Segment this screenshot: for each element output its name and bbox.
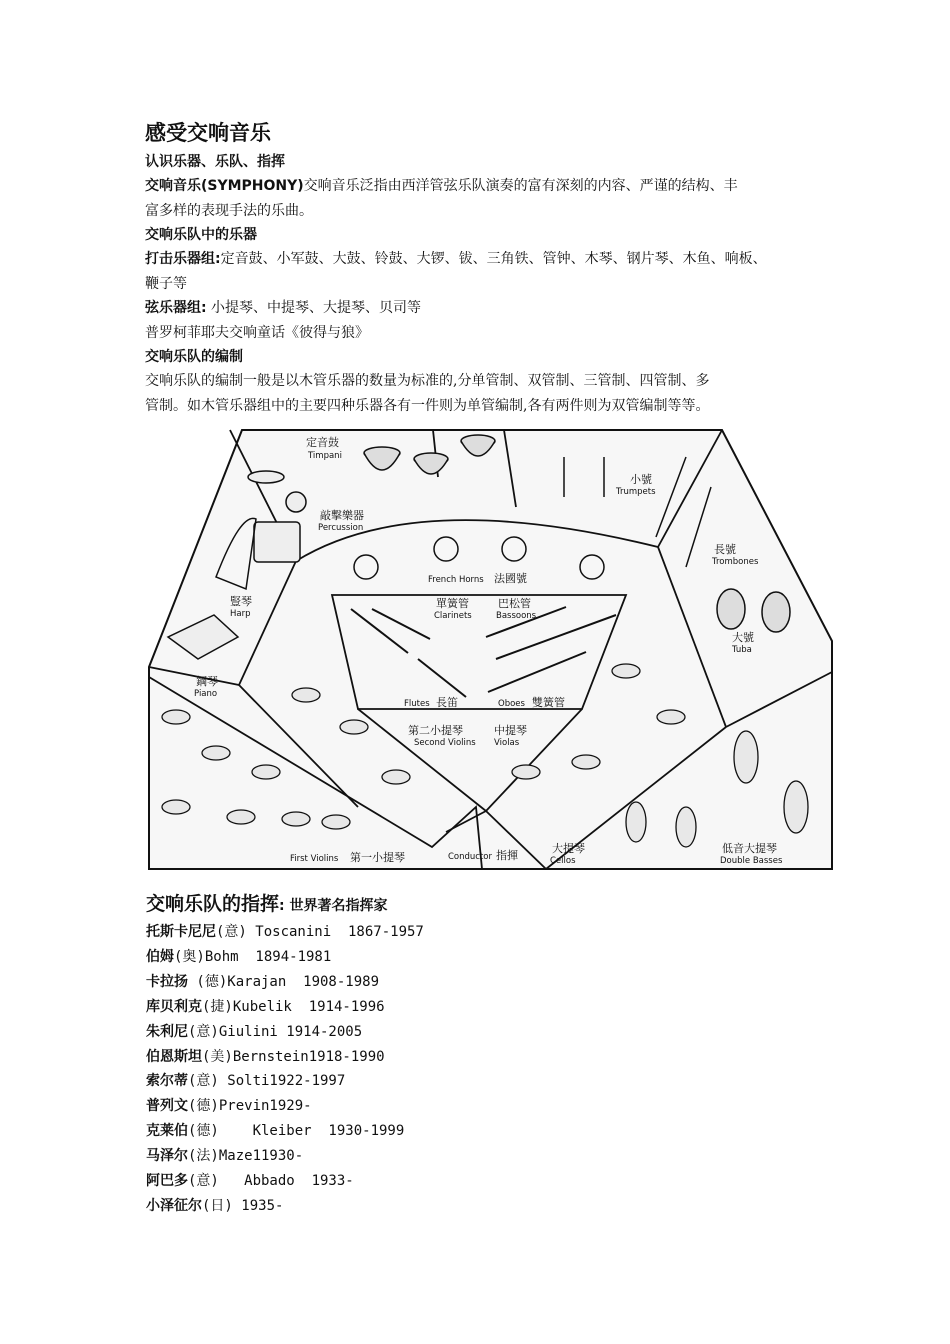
conductor-details: (德) Kleiber 1930-1999 bbox=[188, 1123, 405, 1140]
conductor-details: (美)Bernstein1918-1990 bbox=[202, 1048, 385, 1065]
orchestra-seating-diagram bbox=[146, 427, 836, 871]
label-conductor-cn: 指揮 bbox=[496, 849, 518, 862]
conductor-row bbox=[146, 1194, 836, 1219]
symphony-paragraph bbox=[145, 174, 825, 199]
conductor-row bbox=[146, 1119, 836, 1144]
label-first-violins-cn: 第一小提琴 bbox=[350, 851, 405, 864]
label-horns-en: French Horns bbox=[428, 575, 484, 585]
label-flutes-cn: 長笛 bbox=[436, 696, 458, 709]
percussion-term: 打击乐器组: bbox=[145, 251, 221, 267]
conductor-row bbox=[146, 945, 836, 970]
heading-formation: 交响乐队的编制 bbox=[145, 349, 243, 365]
label-oboes-en: Oboes bbox=[498, 699, 525, 709]
conductor-row bbox=[146, 1169, 836, 1194]
conductor-name: 库贝利克 bbox=[146, 998, 202, 1015]
label-first-violins-en: First Violins bbox=[290, 854, 339, 864]
conductor-row bbox=[146, 920, 836, 945]
percussion-paragraph bbox=[145, 247, 825, 272]
heading-orchestra-instruments: 交响乐队中的乐器 bbox=[145, 227, 257, 243]
label-cellos-en: Cellos bbox=[550, 856, 576, 866]
label-percussion-cn: 敲擊樂器 bbox=[320, 509, 364, 522]
formation-text-2: 管制。如木管乐器组中的主要四种乐器各有一件则为单管编制,各有两件则为双管编制等等。 bbox=[145, 397, 710, 414]
conductor-details: (意) Toscanini 1867-1957 bbox=[216, 924, 424, 940]
label-violas-en: Violas bbox=[494, 738, 520, 748]
symphony-text-2: 富多样的表现手法的乐曲。 bbox=[145, 202, 313, 219]
conductor-row bbox=[146, 1020, 836, 1045]
conductor-name: 克莱伯 bbox=[146, 1123, 188, 1140]
label-trombones-en: Trombones bbox=[712, 557, 759, 567]
conductor-name: 伯恩斯坦 bbox=[146, 1048, 202, 1065]
strings-term: 弦乐器组: bbox=[145, 300, 207, 316]
label-trombones-cn: 長號 bbox=[714, 543, 736, 556]
label-piano-cn: 鋼琴 bbox=[196, 675, 218, 688]
label-timpani-cn: 定音鼓 bbox=[306, 436, 339, 449]
formation-text-1: 交响乐队的编制一般是以木管乐器的数量为标准的,分单管制、双管制、三管制、四管制、多 bbox=[145, 373, 710, 389]
label-bassoons-cn: 巴松管 bbox=[498, 597, 531, 610]
conductor-details: (法)Maze11930- bbox=[188, 1148, 304, 1165]
conductor-details: (德)Karajan 1908-1989 bbox=[188, 973, 380, 990]
label-piano-en: Piano bbox=[194, 689, 218, 699]
conductor-details: (捷)Kubelik 1914-1996 bbox=[202, 998, 385, 1015]
conductor-name: 马泽尔 bbox=[146, 1148, 188, 1165]
conductor-details: (意)Giulini 1914-2005 bbox=[188, 1023, 363, 1040]
conductor-name: 朱利尼 bbox=[146, 1023, 188, 1040]
strings-paragraph bbox=[145, 296, 825, 321]
strings-text: 小提琴、中提琴、大提琴、贝司等 bbox=[206, 300, 422, 316]
percussion-text-2: 鞭子等 bbox=[145, 275, 187, 292]
label-bassoons-en: Bassoons bbox=[496, 611, 537, 621]
label-flutes-en: Flutes bbox=[404, 699, 430, 709]
conductor-name: 普列文 bbox=[146, 1098, 188, 1115]
conductor-row bbox=[146, 1045, 836, 1070]
label-second-violins-en: Second Violins bbox=[414, 738, 476, 748]
label-trumpets-cn: 小號 bbox=[630, 473, 652, 486]
document-body bbox=[145, 118, 825, 418]
label-percussion-en: Percussion bbox=[318, 523, 364, 533]
label-timpani-en: Timpani bbox=[308, 451, 342, 461]
conductors-heading bbox=[146, 888, 836, 920]
conductors-subtitle: : 世界著名指挥家 bbox=[279, 898, 388, 914]
conductor-name: 索尔蒂 bbox=[146, 1073, 188, 1090]
conductor-details: (意) Solti1922-1997 bbox=[188, 1073, 346, 1090]
heading-instruments: 认识乐器、乐队、指挥 bbox=[145, 154, 285, 170]
conductor-name: 托斯卡尼尼 bbox=[146, 924, 216, 940]
symphony-term: 交响音乐(SYMPHONY) bbox=[145, 178, 304, 194]
conductors-title: 交响乐队的指挥 bbox=[146, 893, 280, 915]
label-tuba-cn: 大號 bbox=[732, 631, 754, 644]
label-harp-en: Harp bbox=[230, 609, 251, 619]
label-double-basses-cn: 低音大提琴 bbox=[722, 842, 777, 855]
label-double-basses-en: Double Basses bbox=[720, 856, 783, 866]
conductor-name: 阿巴多 bbox=[146, 1173, 188, 1190]
label-tuba-en: Tuba bbox=[732, 645, 752, 655]
conductor-row bbox=[146, 1144, 836, 1169]
conductor-row bbox=[146, 1094, 836, 1119]
conductor-name: 卡拉扬 bbox=[146, 973, 188, 990]
conductor-details: (德)Previn1929- bbox=[188, 1098, 312, 1115]
symphony-text-1: 交响音乐泛指由西洋管弦乐队演奏的富有深刻的内容、严谨的结构、丰 bbox=[303, 178, 738, 194]
conductor-row bbox=[146, 1069, 836, 1094]
conductor-details: (意) Abbado 1933- bbox=[188, 1173, 354, 1190]
conductor-name: 伯姆 bbox=[146, 948, 174, 965]
label-violas-cn: 中提琴 bbox=[494, 724, 527, 737]
label-conductor-en: Conductor bbox=[448, 852, 493, 862]
conductor-row bbox=[146, 970, 836, 995]
conductors-section bbox=[146, 888, 836, 1219]
label-horns-cn: 法國號 bbox=[494, 572, 527, 585]
conductor-row bbox=[146, 995, 836, 1020]
label-harp-cn: 豎琴 bbox=[230, 595, 252, 608]
label-second-violins-cn: 第二小提琴 bbox=[408, 724, 463, 737]
label-cellos-cn: 大提琴 bbox=[552, 842, 585, 855]
conductor-list bbox=[146, 920, 836, 1219]
page-title: 感受交响音乐 bbox=[145, 121, 271, 145]
prokofiev-line: 普罗柯菲耶夫交响童话《彼得与狼》 bbox=[145, 324, 369, 341]
label-trumpets-en: Trumpets bbox=[616, 487, 656, 497]
conductor-name: 小泽征尔 bbox=[146, 1197, 202, 1214]
conductor-details: (日) 1935- bbox=[202, 1197, 284, 1214]
label-clarinets-cn: 單簧管 bbox=[436, 597, 469, 610]
conductor-details: (奥)Bohm 1894-1981 bbox=[174, 948, 332, 965]
percussion-text-1: 定音鼓、小军鼓、大鼓、铃鼓、大锣、钹、三角铁、管钟、木琴、钢片琴、木鱼、响板、 bbox=[220, 251, 767, 267]
label-oboes-cn: 雙簧管 bbox=[532, 696, 565, 709]
label-clarinets-en: Clarinets bbox=[434, 611, 472, 621]
